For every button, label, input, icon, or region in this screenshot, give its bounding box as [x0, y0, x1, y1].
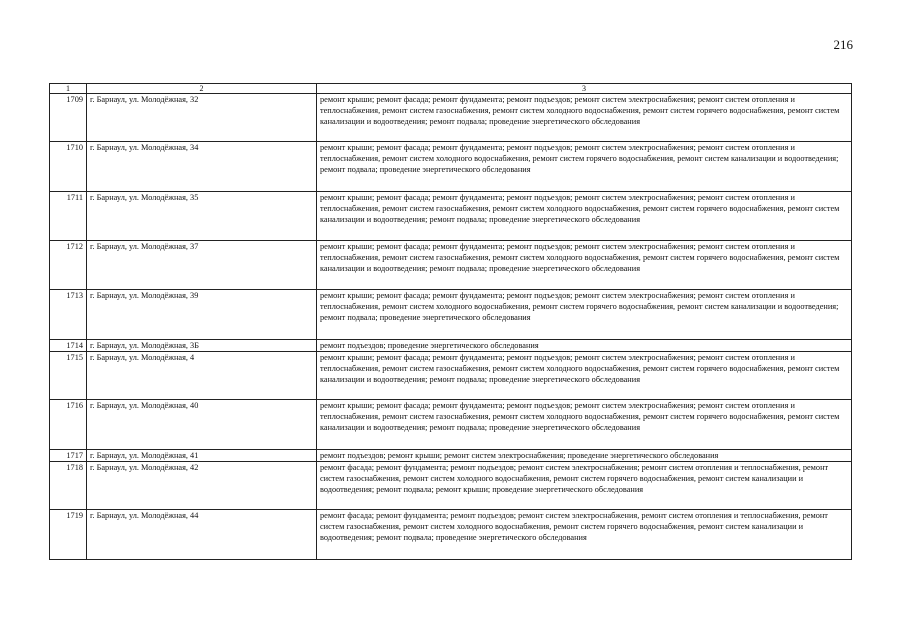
table-row	[50, 450, 852, 462]
row-address: г. Барнаул, ул. Молодёжная, 32	[87, 94, 317, 142]
row-address: г. Барнаул, ул. Молодёжная, 44	[87, 510, 317, 560]
row-works: ремонт подъездов; проведение энергетического обследования	[317, 340, 852, 352]
row-works: ремонт крыши; ремонт фасада; ремонт фундамента; ремонт подъездов; ремонт систем электроснабжения; ремонт систем отопления и теплоснабжения, ремонт систем газоснабжения, ремонт систем холодного водоснабжения, ремонт систем горячего водоснабжения, ремонт систем канализации и водоотведения; ремонт подвала; проведение энергетического обследования	[317, 94, 852, 142]
row-number: 1715	[50, 352, 87, 400]
row-number: 1709	[50, 94, 87, 142]
table-row	[50, 462, 852, 510]
page-number: 216	[833, 37, 853, 52]
row-address: г. Барнаул, ул. Молодёжная, 41	[87, 450, 317, 462]
row-number: 1714	[50, 340, 87, 352]
table-row	[50, 94, 852, 142]
row-address: г. Барнаул, ул. Молодёжная, 42	[87, 462, 317, 510]
row-address: г. Барнаул, ул. Молодёжная, 40	[87, 400, 317, 450]
row-number: 1712	[50, 241, 87, 290]
column-header-number: 1	[50, 84, 87, 94]
row-number: 1716	[50, 400, 87, 450]
row-address: г. Барнаул, ул. Молодёжная, 34	[87, 142, 317, 192]
table-row	[50, 192, 852, 241]
table-row	[50, 510, 852, 560]
table-row	[50, 400, 852, 450]
row-works: ремонт фасада; ремонт фундамента; ремонт подъездов; ремонт систем электроснабжения; ремонт систем отопления и теплоснабжения, ремонт систем газоснабжения, ремонт систем холодного водоснабжения, ремонт систем горячего водоснабжения, ремонт систем канализации и водоотведения; ремонт подвала; ремонт крыши; проведение энергетического обследования	[317, 462, 852, 510]
row-address: г. Барнаул, ул. Молодёжная, 39	[87, 290, 317, 340]
row-address: г. Барнаул, ул. Молодёжная, 4	[87, 352, 317, 400]
table-row	[50, 290, 852, 340]
row-number: 1711	[50, 192, 87, 241]
row-works: ремонт крыши; ремонт фасада; ремонт фундамента; ремонт подъездов; ремонт систем электроснабжения; ремонт систем отопления и теплоснабжения, ремонт систем газоснабжения, ремонт систем холодного водоснабжения, ремонт систем горячего водоснабжения, ремонт систем канализации и водоотведения; ремонт подвала; проведение энергетического обследования	[317, 241, 852, 290]
row-number: 1718	[50, 462, 87, 510]
row-number: 1713	[50, 290, 87, 340]
row-works: ремонт подъездов; ремонт крыши; ремонт систем электроснабжения; проведение энергетического обследования	[317, 450, 852, 462]
row-works: ремонт крыши; ремонт фасада; ремонт фундамента; ремонт подъездов; ремонт систем электроснабжения; ремонт систем отопления и теплоснабжения, ремонт систем холодного водоснабжения, ремонт систем горячего водоснабжения, ремонт систем канализации и водоотведения; ремонт подвала; проведение энергетического обследования	[317, 290, 852, 340]
table-row	[50, 352, 852, 400]
row-works: ремонт крыши; ремонт фасада; ремонт фундамента; ремонт подъездов; ремонт систем электроснабжения; ремонт систем отопления и теплоснабжения, ремонт систем газоснабжения, ремонт систем холодного водоснабжения, ремонт систем горячего водоснабжения, ремонт систем канализации и водоотведения; ремонт подвала; проведение энергетического обследования	[317, 192, 852, 241]
row-number: 1710	[50, 142, 87, 192]
row-number: 1719	[50, 510, 87, 560]
row-address: г. Барнаул, ул. Молодёжная, 37	[87, 241, 317, 290]
table-row	[50, 241, 852, 290]
row-works: ремонт крыши; ремонт фасада; ремонт фундамента; ремонт подъездов; ремонт систем электроснабжения; ремонт систем отопления и теплоснабжения, ремонт систем холодного водоснабжения, ремонт систем горячего водоснабжения, ремонт систем канализации и водоотведения; ремонт подвала; проведение энергетического обследования	[317, 142, 852, 192]
row-address: г. Барнаул, ул. Молодёжная, 3Б	[87, 340, 317, 352]
repair-works-table	[49, 83, 852, 560]
column-header-works: 3	[317, 84, 852, 94]
row-works: ремонт фасада; ремонт фундамента; ремонт подъездов; ремонт систем электроснабжения, ремонт систем отопления и теплоснабжения, ремонт систем газоснабжения, ремонт систем холодного водоснабжения, ремонт систем горячего водоснабжения, ремонт систем канализации и водоотведения; ремонт подвала; проведение энергетического обследования	[317, 510, 852, 560]
table-row	[50, 340, 852, 352]
table-row	[50, 142, 852, 192]
row-number: 1717	[50, 450, 87, 462]
row-address: г. Барнаул, ул. Молодёжная, 35	[87, 192, 317, 241]
row-works: ремонт крыши; ремонт фасада; ремонт фундамента; ремонт подъездов; ремонт систем электроснабжения; ремонт систем отопления и теплоснабжения, ремонт систем газоснабжения, ремонт систем холодного водоснабжения, ремонт систем горячего водоснабжения, ремонт систем канализации и водоотведения; ремонт подвала; проведение энергетического обследования	[317, 400, 852, 450]
table-header-row	[50, 84, 852, 94]
row-works: ремонт крыши; ремонт фасада; ремонт фундамента; ремонт подъездов; ремонт систем электроснабжения; ремонт систем отопления и теплоснабжения, ремонт систем газоснабжения, ремонт систем холодного водоснабжения, ремонт систем горячего водоснабжения, ремонт систем канализации и водоотведения; ремонт подвала; проведение энергетического обследования	[317, 352, 852, 400]
column-header-address: 2	[87, 84, 317, 94]
